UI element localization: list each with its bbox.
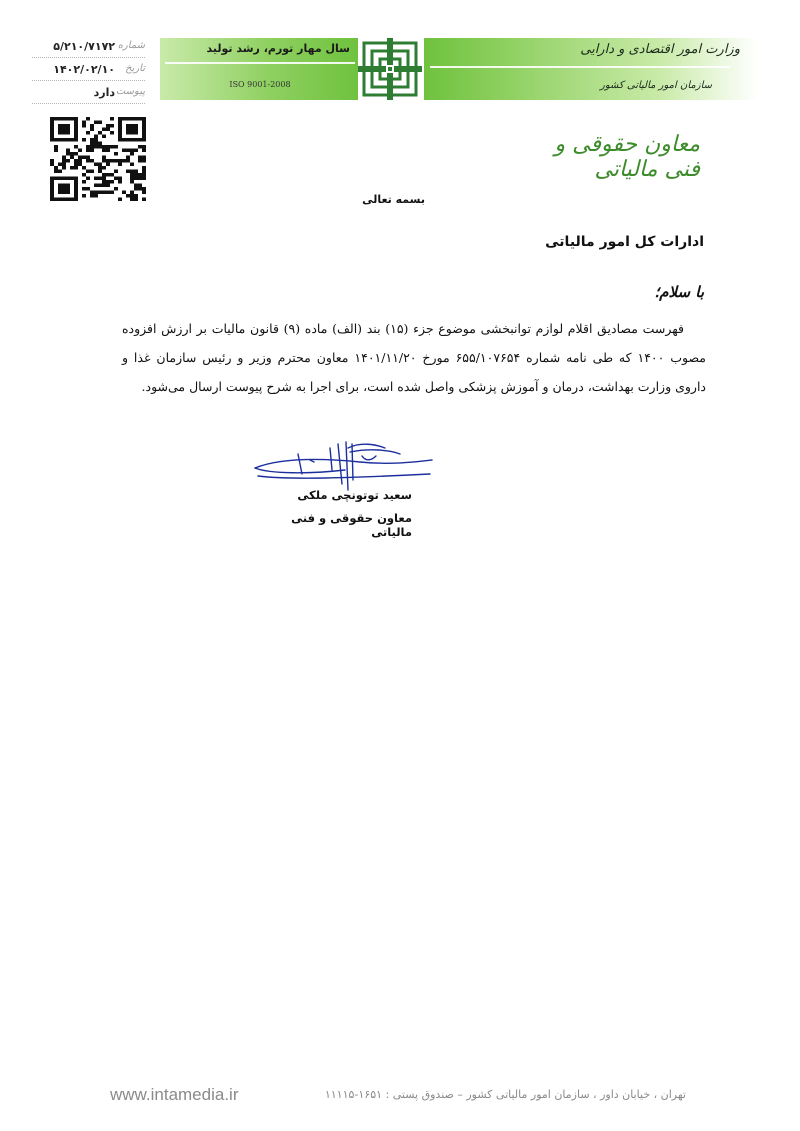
letter-date-line (32, 80, 145, 81)
website-watermark: www.intamedia.ir (110, 1085, 239, 1104)
letter-number-value: ۵/۲۱۰/۷۱۷۲ (53, 40, 115, 53)
ministry-name: وزارت امور اقتصادی و دارایی (580, 42, 740, 57)
letter-number-label: شماره (117, 40, 145, 51)
signatory-title: معاون حقوقی و فنی مالیاتی (291, 511, 412, 539)
deputy-letterhead: معاون حقوقی و فنی مالیاتی (554, 132, 700, 182)
letter-body: فهرست مصادیق اقلام لوازم توانبخشی موضوع جزء (۱۵) بند (الف) ماده (۹) قانون مالیات بر ارزش افزوده مصوب ۱۴۰۰ که طی نامه شماره ۶۵۵/۱۰۷۶۵۴ مورخ ۱۴۰۱/۱۱/۲۰ معاون محترم وزیر و رئیس سازمان غذا و داروی وزارت بهداشت، درمان و آموزش پزشکی واصل شده است، برای اجرا به شرح پیوست ارسال می‌شود. (122, 321, 706, 394)
organization-name: سازمان امور مالیاتی کشور (600, 80, 712, 91)
greeting: با سلام؛ (654, 283, 704, 301)
letter-attachment-row (20, 86, 145, 102)
invocation: بسمه تعالی (362, 193, 425, 206)
letter-attachment-value: دارد (93, 86, 115, 99)
letter-attachment-label: پیوست (115, 86, 145, 97)
letter-number-line (32, 57, 145, 58)
letter-number-row (20, 40, 145, 56)
header-divider-right (430, 66, 730, 68)
year-slogan: سال مهار تورم، رشد تولید (206, 42, 350, 55)
letter-date-row (20, 63, 145, 79)
letter-attachment-line (32, 103, 145, 104)
footer-address: تهران ، خیابان داور ، سازمان امور مالیاتی کشور – صندوق پستی : ۱۶۵۱-۱۱۱۱۵ (324, 1088, 686, 1101)
header-divider-left (165, 62, 355, 64)
tax-organization-emblem-icon (358, 38, 422, 100)
iso-certification: ISO 9001-2008 (229, 80, 291, 89)
qr-code-icon (50, 117, 146, 201)
letter-date-value: ۱۴۰۲/۰۲/۱۰ (53, 63, 115, 76)
recipient: ادارات کل امور مالیاتی (545, 234, 704, 250)
letter-date-label: تاریخ (125, 63, 145, 74)
signatory-name: سعید توتونچی ملکی (297, 488, 412, 502)
